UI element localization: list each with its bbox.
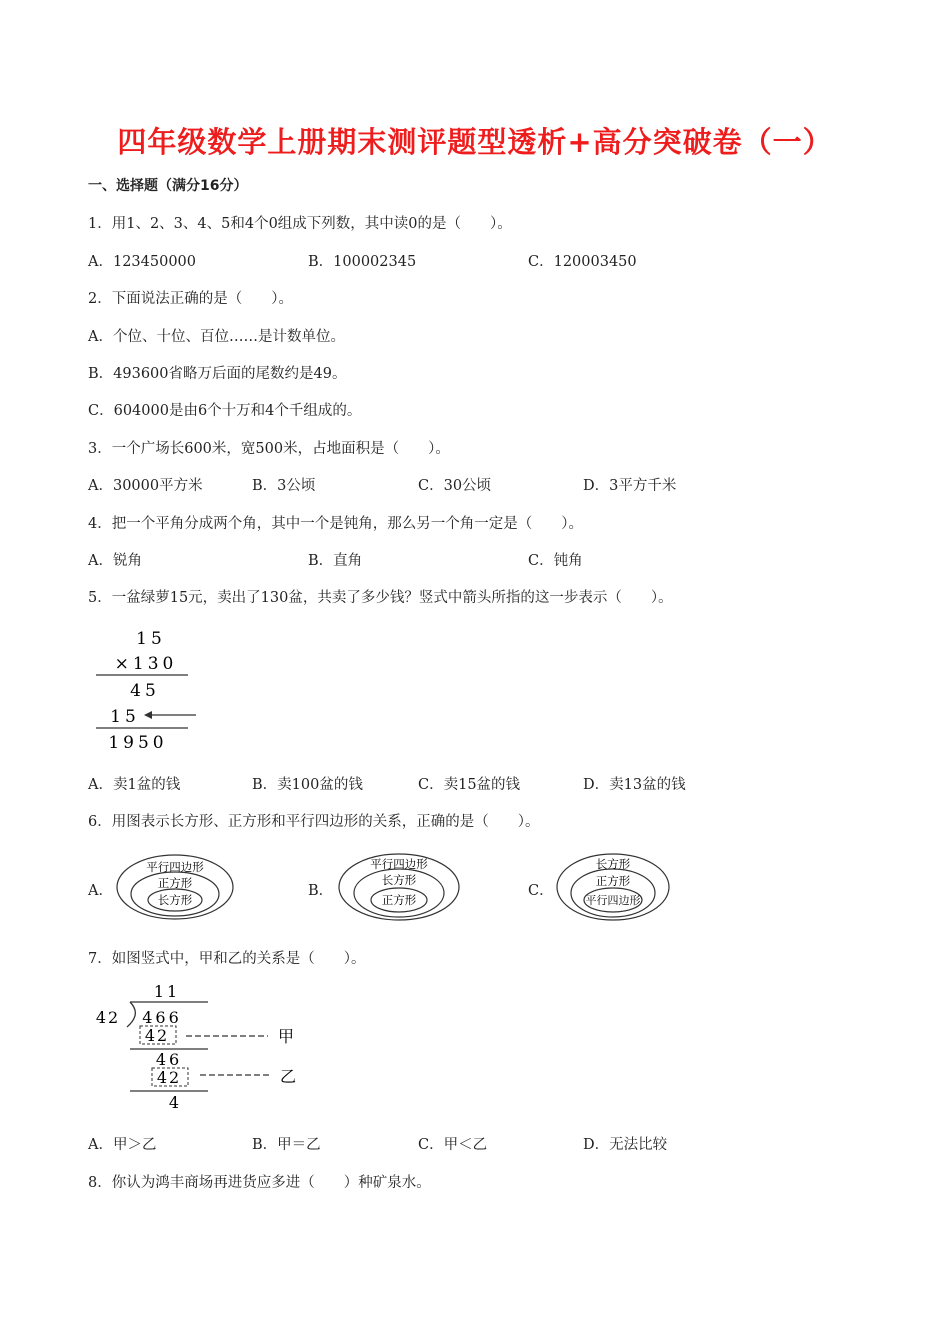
calc-row-multiplicand: 15 bbox=[136, 629, 166, 649]
q6-option-c[interactable]: C． bbox=[528, 883, 554, 899]
q4-option-a[interactable]: A．锐角 bbox=[88, 553, 142, 569]
calc-remainder-1: 46 bbox=[155, 1050, 183, 1069]
question-6: 6．用图表示长方形、正方形和平行四边形的关系，正确的是（ ）。 bbox=[88, 814, 540, 830]
venn-diagram-b[interactable] bbox=[337, 852, 461, 922]
venn-a-middle-label: 正方形 bbox=[157, 876, 193, 890]
calc-row-product: 1950 bbox=[108, 733, 168, 753]
q1-option-a[interactable]: A．123450000 bbox=[88, 254, 196, 270]
question-1: 1．用1、2、3、4、5和4个0组成下列数，其中读0的是（ ）。 bbox=[88, 216, 512, 232]
q2-option-a[interactable]: A．个位、十位、百位……是计数单位。 bbox=[88, 329, 345, 345]
q5-option-a[interactable]: A．卖1盆的钱 bbox=[88, 777, 181, 793]
q1-option-b[interactable]: B．100002345 bbox=[308, 254, 417, 270]
venn-c-inner-label: 平行四边形 bbox=[585, 894, 641, 907]
q3-option-d[interactable]: D．3平方千米 bbox=[583, 478, 677, 494]
calc-dividend: 466 bbox=[142, 1008, 182, 1027]
q4-option-b[interactable]: B．直角 bbox=[308, 553, 363, 569]
question-5: 5．一盆绿萝15元，卖出了130盆，共卖了多少钱？竖式中箭头所指的这一步表示（ ）。 bbox=[88, 590, 673, 606]
question-4: 4．把一个平角分成两个角，其中一个是钝角，那么另一个角一定是（ ）。 bbox=[88, 516, 583, 532]
calc-remainder: 4 bbox=[168, 1093, 180, 1112]
venn-c-middle-label: 正方形 bbox=[595, 874, 631, 888]
arrow-head-icon bbox=[144, 711, 152, 719]
q2-option-c[interactable]: C．604000是由6个十万和4个千组成的。 bbox=[88, 403, 362, 419]
q7-option-d[interactable]: D．无法比较 bbox=[583, 1137, 668, 1153]
venn-diagram-c[interactable] bbox=[555, 852, 673, 922]
calc-quotient: 11 bbox=[153, 982, 181, 1001]
question-3: 3．一个广场长600米，宽500米，占地面积是（ ）。 bbox=[88, 441, 450, 457]
calc-row-partial-2: 15 bbox=[110, 707, 140, 727]
section-heading: 一、选择题（满分16分） bbox=[88, 178, 248, 194]
label-jia: 甲 bbox=[277, 1027, 295, 1046]
calc-row-partial-1: 45 bbox=[130, 681, 160, 701]
q7-option-b[interactable]: B．甲＝乙 bbox=[252, 1137, 321, 1153]
q5-option-b[interactable]: B．卖100盆的钱 bbox=[252, 777, 363, 793]
venn-b-outer-label: 平行四边形 bbox=[370, 857, 428, 871]
q7-option-a[interactable]: A．甲＞乙 bbox=[88, 1137, 157, 1153]
calc-row-multiplier: ×130 bbox=[114, 654, 178, 674]
venn-b-middle-label: 长方形 bbox=[381, 873, 417, 887]
page-title: 四年级数学上册期末测评题型透析+高分突破卷（一） bbox=[117, 125, 833, 159]
venn-a-outer-label: 平行四边形 bbox=[146, 860, 204, 874]
division-figure bbox=[90, 980, 305, 1115]
q3-option-a[interactable]: A．30000平方米 bbox=[88, 478, 203, 494]
calc-divisor: 42 bbox=[95, 1008, 121, 1027]
q6-option-a[interactable]: A． bbox=[88, 883, 113, 899]
calc-partial-1: 42 bbox=[144, 1026, 170, 1045]
venn-diagram-a[interactable] bbox=[115, 852, 237, 922]
q7-option-c[interactable]: C．甲＜乙 bbox=[418, 1137, 488, 1153]
q3-option-b[interactable]: B．3公顷 bbox=[252, 478, 316, 494]
q3-option-c[interactable]: C．30公顷 bbox=[418, 478, 492, 494]
q5-option-c[interactable]: C．卖15盆的钱 bbox=[418, 777, 521, 793]
calc-partial-2: 42 bbox=[156, 1068, 182, 1087]
question-2: 2．下面说法正确的是（ ）。 bbox=[88, 291, 293, 307]
q2-option-b[interactable]: B．493600省略万后面的尾数约是49。 bbox=[88, 366, 347, 382]
question-7: 7．如图竖式中，甲和乙的关系是（ ）。 bbox=[88, 951, 366, 967]
venn-b-inner-label: 正方形 bbox=[381, 893, 417, 907]
q6-option-b[interactable]: B． bbox=[308, 883, 334, 899]
label-yi: 乙 bbox=[279, 1067, 297, 1086]
venn-a-inner-label: 长方形 bbox=[157, 893, 193, 907]
multiplication-figure bbox=[90, 622, 210, 757]
question-8: 8．你认为鸿丰商场再进货应多进（ ）种矿泉水。 bbox=[88, 1175, 431, 1191]
q5-option-d[interactable]: D．卖13盆的钱 bbox=[583, 777, 686, 793]
q1-option-c[interactable]: C．120003450 bbox=[528, 254, 637, 270]
venn-c-outer-label: 长方形 bbox=[595, 857, 631, 871]
q4-option-c[interactable]: C．钝角 bbox=[528, 553, 583, 569]
